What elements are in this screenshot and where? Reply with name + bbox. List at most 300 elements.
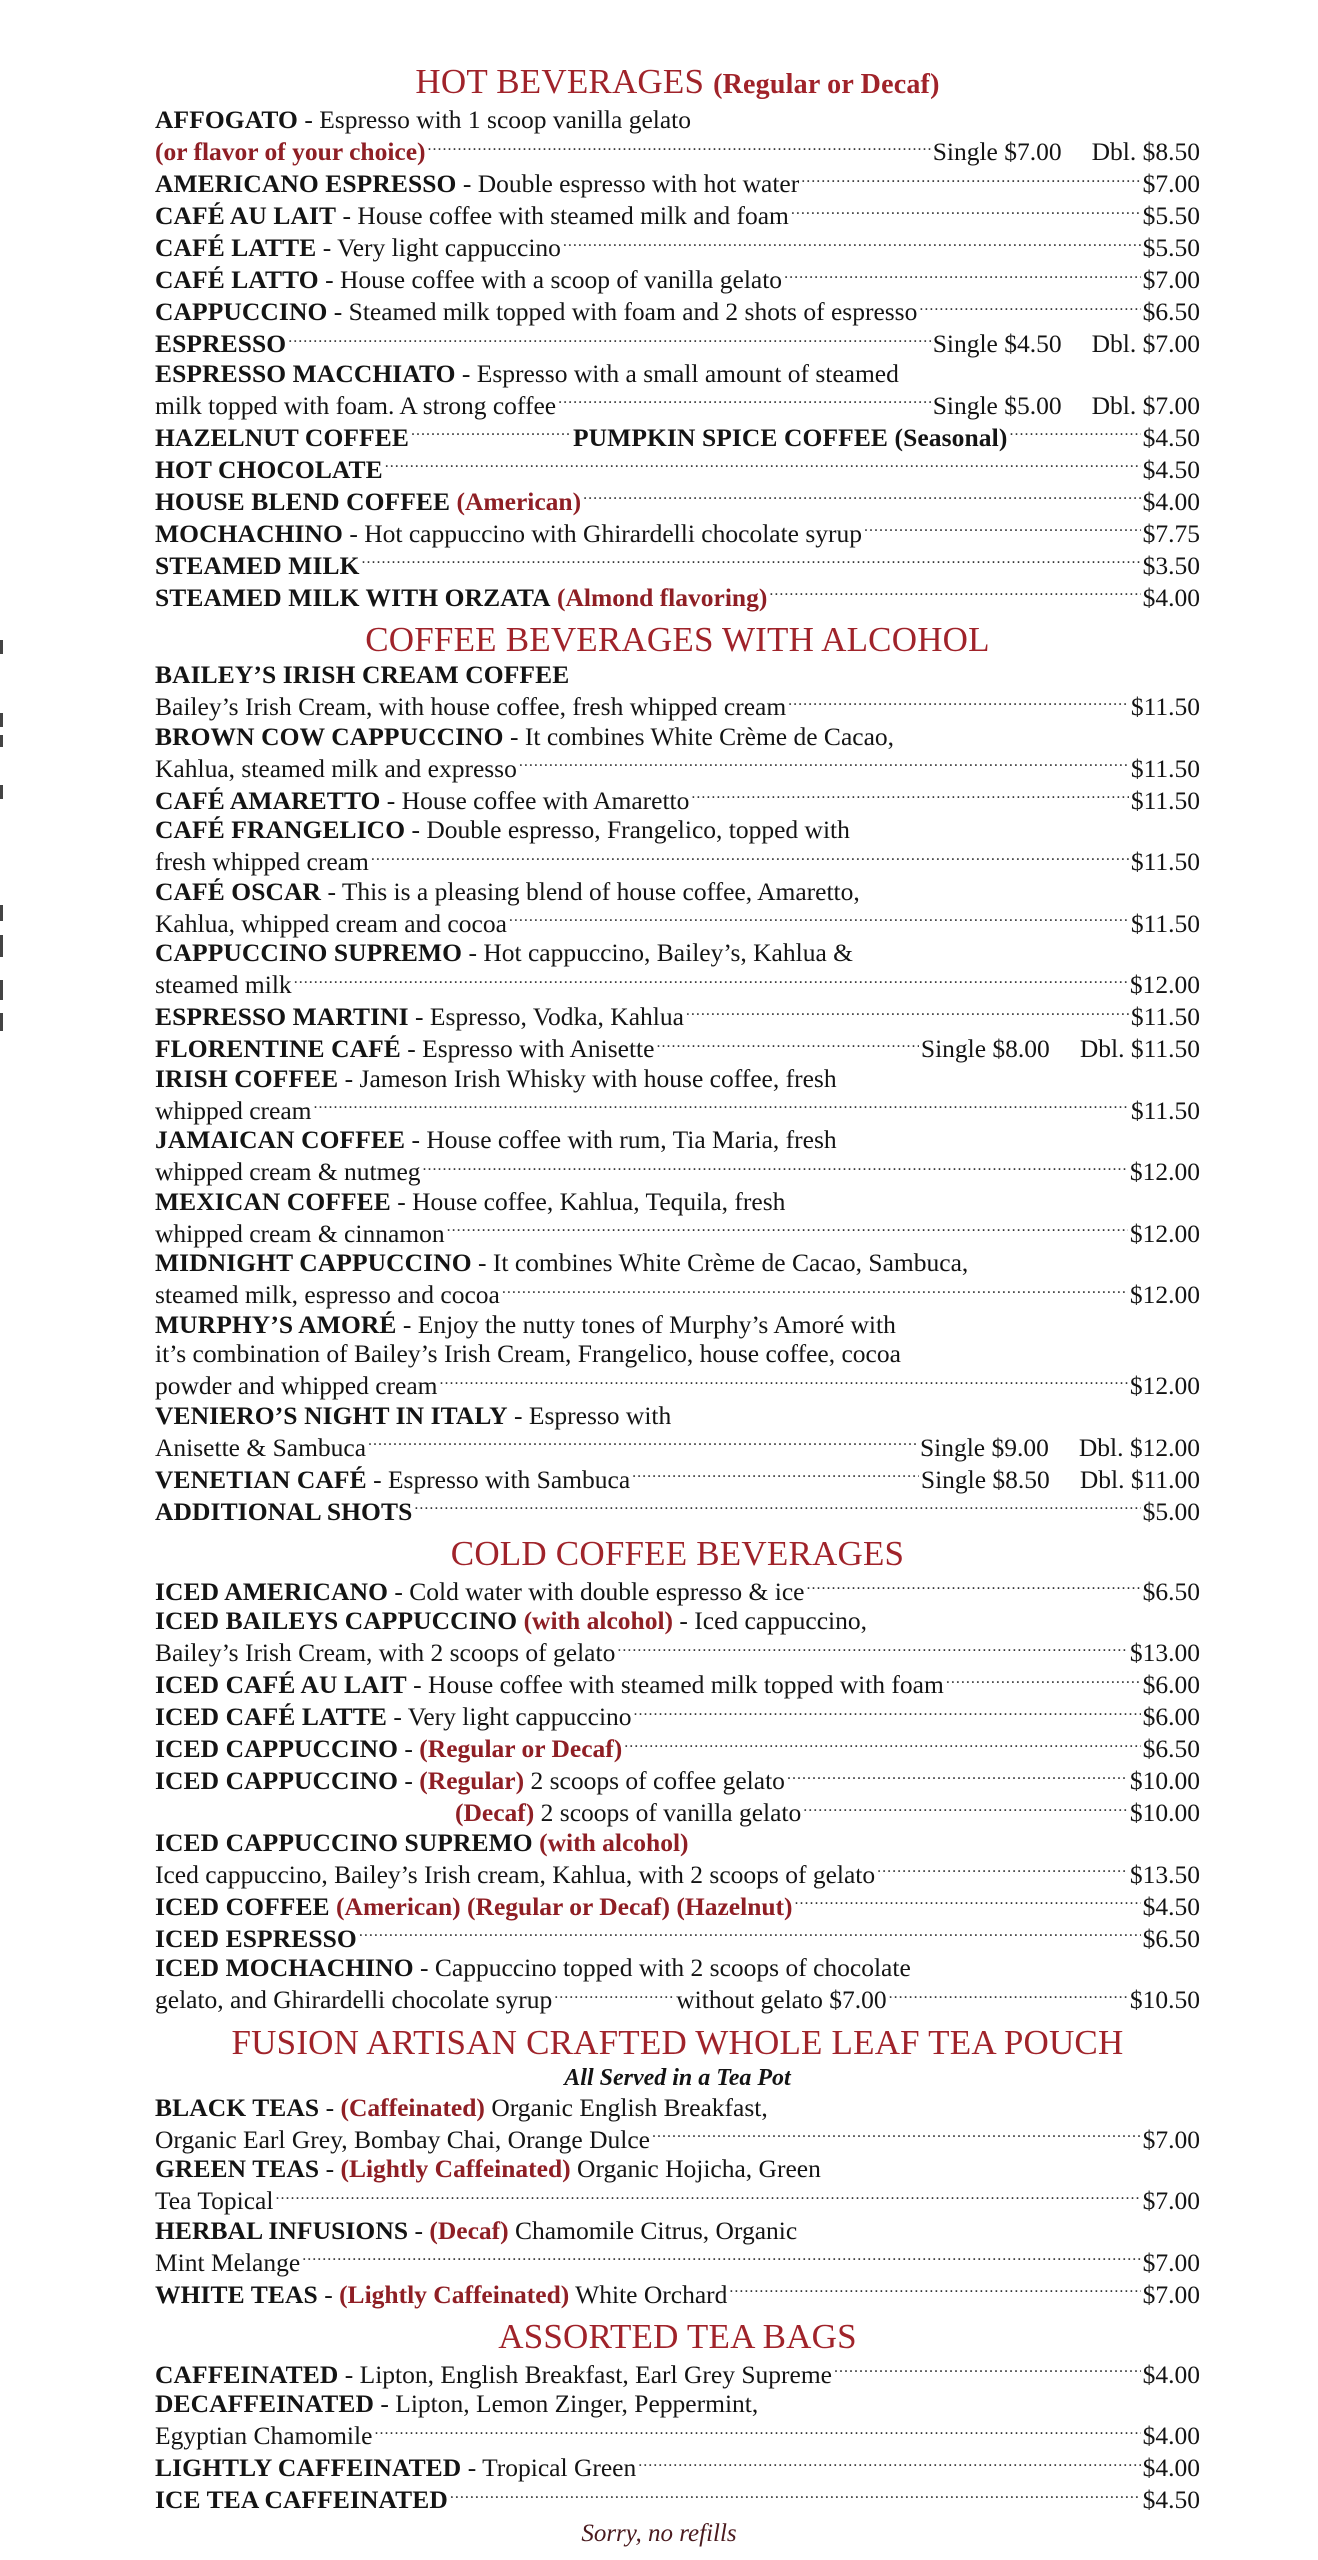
menu-item xyxy=(155,1310,1200,1340)
section-subtitle: All Served in a Tea Pot xyxy=(564,2064,791,2091)
menu-item xyxy=(155,1494,1200,1526)
item-description: Organic Hojicha, Green xyxy=(570,2154,821,2183)
item-price: $10.50 xyxy=(1129,1985,1200,2014)
item-note: (Regular) xyxy=(419,1766,525,1795)
dash: - xyxy=(319,2154,341,2183)
scan-mark xyxy=(0,980,3,1000)
dot-leader xyxy=(877,1857,1128,1883)
item-description: steamed milk xyxy=(155,970,292,999)
menu-item xyxy=(155,783,1200,815)
section-title-text: COLD COFFEE BEVERAGES xyxy=(450,1534,905,1573)
dot-leader xyxy=(791,199,1141,225)
item-price: $11.50 xyxy=(1130,753,1200,783)
scan-mark xyxy=(0,1013,3,1031)
item-description: Kahlua, whipped cream and cocoa xyxy=(155,908,507,938)
item-price: $12.00 xyxy=(1129,1371,1200,1400)
item-note: (Regular or Decaf) xyxy=(419,1734,623,1763)
item-description: whipped cream xyxy=(155,1095,312,1125)
scan-mark xyxy=(0,905,3,921)
menu-item xyxy=(155,2483,1200,2515)
item-price: $11.50 xyxy=(1130,908,1200,938)
dot-leader xyxy=(803,1796,1128,1822)
item-description: - xyxy=(398,1766,420,1795)
item-name: CAFÉ LATTO xyxy=(155,265,319,294)
menu-item-cont xyxy=(155,2245,1200,2277)
menu-item-cont xyxy=(155,135,1200,167)
item-description: White Orchard xyxy=(569,2279,728,2309)
item-description: - Espresso with xyxy=(507,1400,672,1430)
item-price: $4.50 xyxy=(1142,2485,1200,2514)
item-description: - It combines White Crème de Cacao, xyxy=(503,721,895,751)
section-title-text: FUSION ARTISAN CRAFTED WHOLE LEAF TEA POUCH xyxy=(231,2022,1124,2062)
dot-leader xyxy=(558,388,931,414)
item-price: $4.00 xyxy=(1142,2453,1200,2482)
menu-item-cont xyxy=(155,906,1200,938)
item-description: 2 scoops of vanilla gelato xyxy=(534,1798,802,1827)
dot-leader xyxy=(686,1000,1129,1026)
item-note: (Almond flavoring) xyxy=(556,582,768,612)
menu-item-cont xyxy=(155,1983,1200,2015)
item-price: $7.00 xyxy=(1142,2124,1200,2154)
item-name: STEAMED MILK WITH ORZATA xyxy=(155,582,551,612)
item-price: $4.50 xyxy=(1142,422,1200,452)
item-name: HOUSE BLEND COFFEE xyxy=(155,486,451,516)
menu-item xyxy=(155,1125,1200,1155)
dash: - xyxy=(408,2215,430,2245)
item-name: ICED CAPPUCCINO xyxy=(155,1766,399,1795)
item-description: - Double espresso with hot water xyxy=(456,169,800,198)
item-description: - Enjoy the nutty tones of Murphy’s Amoré with xyxy=(396,1309,896,1339)
menu-item xyxy=(155,1796,1200,1828)
item-description: - House coffee with steamed milk and foam xyxy=(336,201,789,230)
menu-item xyxy=(155,2451,1200,2483)
item-price-single: Single $4.50 xyxy=(932,329,1062,358)
dot-leader xyxy=(617,1636,1128,1662)
item-description: - Cappuccino topped with 2 scoops of chocolate xyxy=(413,1953,911,1982)
item-description: steamed milk, espresso and cocoa xyxy=(155,1280,500,1309)
menu-item xyxy=(155,1668,1200,1700)
item-price: $12.00 xyxy=(1129,1218,1200,1248)
menu-item-cont xyxy=(155,1339,1200,1369)
item-name: MURPHY’S AMORÉ xyxy=(155,1309,397,1339)
dot-leader xyxy=(787,1764,1128,1790)
item-price: $10.00 xyxy=(1129,1798,1200,1827)
item-description: - Very light cappuccino xyxy=(316,233,561,262)
dot-leader xyxy=(294,968,1128,994)
item-price: $11.50 xyxy=(1130,692,1200,721)
menu-item xyxy=(155,516,1200,548)
item-description: - House coffee, Kahlua, Tequila, fresh xyxy=(390,1186,786,1216)
item-name: BAILEY’S IRISH CREAM COFFEE xyxy=(155,660,570,689)
item-name: IRISH COFFEE xyxy=(155,1063,339,1093)
menu-item xyxy=(155,2277,1200,2309)
item-description: - Jameson Irish Whisky with house coffee, fresh xyxy=(338,1063,837,1093)
item-price: $5.50 xyxy=(1142,201,1200,230)
menu-item xyxy=(155,1700,1200,1732)
item-name: VENETIAN CAFÉ xyxy=(155,1464,367,1494)
item-name: CAFÉ AU LAIT xyxy=(155,201,337,230)
item-price: $7.00 xyxy=(1142,2279,1200,2309)
item-note: (with alcohol) xyxy=(523,1606,674,1635)
item-description: - Lipton, Lemon Zinger, Peppermint, xyxy=(374,2389,759,2418)
scan-mark xyxy=(0,935,3,957)
item-name: HERBAL INFUSIONS xyxy=(155,2215,409,2245)
item-price-double: Dbl. $12.00 xyxy=(1078,1432,1200,1462)
item-description: it’s combination of Bailey’s Irish Cream, Frangelico, house coffee, cocoa xyxy=(155,1339,901,1368)
item-name: ADDITIONAL SHOTS xyxy=(155,1496,413,1526)
dot-leader xyxy=(423,1155,1128,1181)
item-name: AMERICANO ESPRESSO xyxy=(155,169,457,198)
footer-note: Sorry, no refills xyxy=(581,2520,737,2547)
item-name: ICED AMERICANO xyxy=(155,1576,389,1606)
item-name: ICED ESPRESSO xyxy=(155,1923,357,1953)
item-description: Anisette & Sambuca xyxy=(155,1432,367,1462)
item-price-single: Single $9.00 xyxy=(919,1432,1049,1462)
item-description: - xyxy=(398,1734,420,1763)
scan-mark xyxy=(0,640,3,654)
item-price: $4.00 xyxy=(1142,2421,1200,2450)
dot-leader xyxy=(302,2245,1140,2271)
dot-leader xyxy=(919,295,1140,321)
item-name: ICED COFFEE xyxy=(155,1891,330,1921)
menu-item-cont xyxy=(155,1857,1200,1889)
item-price: $5.50 xyxy=(1142,233,1200,262)
menu-item xyxy=(155,484,1200,516)
menu-item-cont xyxy=(155,690,1200,722)
menu-item xyxy=(155,167,1200,199)
item-price: $6.50 xyxy=(1142,1923,1200,1953)
item-description: Chamomile Citrus, Organic xyxy=(508,2215,798,2245)
item-description: - It combines White Crème de Cacao, Sambuca, xyxy=(471,1248,969,1277)
item-price: $11.50 xyxy=(1130,1002,1200,1031)
item-name: CAPPUCCINO xyxy=(155,297,328,326)
item-note: (American) (Regular or Decaf) (Hazelnut) xyxy=(336,1891,793,1921)
item-description: - House coffee with Amaretto xyxy=(380,785,690,815)
dot-leader xyxy=(632,1462,919,1488)
item-description: - Hot cappuccino with Ghirardelli chocolate syrup xyxy=(343,518,863,548)
item-price: $13.00 xyxy=(1129,1638,1200,1667)
item-price: $6.50 xyxy=(1142,1734,1200,1763)
item-description: - This is a pleasing blend of house coffee, Amaretto, xyxy=(321,876,860,906)
menu-item xyxy=(155,359,1200,389)
item-price-double: Dbl. $11.00 xyxy=(1079,1464,1200,1494)
item-name: MEXICAN COFFEE xyxy=(155,1186,391,1216)
item-price: $6.00 xyxy=(1142,1702,1200,1731)
item-description: 2 scoops of coffee gelato xyxy=(524,1766,785,1795)
item-description: - Double espresso, Frangelico, topped with xyxy=(405,815,850,844)
item-price: $6.00 xyxy=(1142,1670,1200,1699)
dot-leader xyxy=(729,2277,1140,2303)
item-price: $12.00 xyxy=(1129,1157,1200,1186)
item-description: - Lipton, English Breakfast, Earl Grey Supreme xyxy=(338,2359,832,2389)
item-description: Bailey’s Irish Cream, with house coffee, fresh whipped cream xyxy=(155,692,787,721)
item-price-alt: without gelato $7.00 xyxy=(676,1985,887,2014)
menu-item xyxy=(155,722,1200,752)
item-description: Organic Earl Grey, Bombay Chai, Orange Dulce xyxy=(155,2124,650,2154)
item-description: - Very light cappuccino xyxy=(386,1702,632,1731)
dot-leader xyxy=(834,2357,1141,2383)
dot-leader xyxy=(946,1668,1141,1694)
menu-item xyxy=(155,420,1200,452)
item-description: Tea Topical xyxy=(155,2186,274,2215)
scan-mark xyxy=(0,785,3,799)
item-name: HAZELNUT COFFEE xyxy=(155,422,409,452)
menu-item xyxy=(155,1574,1200,1606)
item-name: ESPRESSO MACCHIATO xyxy=(155,358,456,388)
menu-item-cont xyxy=(155,1430,1200,1462)
menu-item-cont xyxy=(155,751,1200,783)
item-price: $12.00 xyxy=(1129,1280,1200,1309)
item-price: $5.00 xyxy=(1142,1496,1200,1526)
item-price: $7.00 xyxy=(1142,265,1200,294)
item-note: (Caffeinated) xyxy=(340,2092,485,2122)
item-description: - Espresso, Vodka, Kahlua xyxy=(408,1002,684,1031)
item-price: $6.50 xyxy=(1142,1576,1200,1606)
item-price: $11.50 xyxy=(1130,1095,1200,1125)
menu-item xyxy=(155,2093,1200,2123)
menu-item xyxy=(155,1032,1200,1064)
dot-leader xyxy=(374,2419,1140,2445)
item-name: AFFOGATO xyxy=(155,105,298,134)
item-name: ESPRESSO xyxy=(155,329,287,358)
item-description: - Steamed milk topped with foam and 2 shots of espresso xyxy=(327,297,918,326)
item-price: $7.00 xyxy=(1142,169,1200,198)
item-name: CAFFEINATED xyxy=(155,2359,339,2389)
item-name: MOCHACHINO xyxy=(155,518,343,548)
menu-item-cont xyxy=(155,1216,1200,1248)
item-price: $6.50 xyxy=(1142,297,1200,326)
item-price: $7.00 xyxy=(1142,2247,1200,2277)
item-note: (with alcohol) xyxy=(539,1827,689,1857)
menu-item xyxy=(155,877,1200,907)
menu-item xyxy=(155,1828,1200,1858)
item-name: CAFÉ OSCAR xyxy=(155,876,322,906)
item-description: Kahlua, steamed milk and expresso xyxy=(155,753,517,783)
dot-leader xyxy=(806,1574,1140,1600)
dot-leader xyxy=(275,2184,1140,2210)
item-description: - Espresso with Anisette xyxy=(400,1034,655,1063)
item-price-double: Dbl. $8.50 xyxy=(1091,137,1200,166)
item-name: ICED CAPPUCCINO SUPREMO xyxy=(155,1827,533,1857)
item-name: BLACK TEAS xyxy=(155,2092,320,2122)
item-name: DECAFFEINATED xyxy=(155,2389,375,2418)
menu-item xyxy=(155,231,1200,263)
item-description: - Iced cappuccino, xyxy=(673,1606,867,1635)
item-price: $4.50 xyxy=(1142,1891,1200,1921)
menu-item xyxy=(155,1000,1200,1032)
dot-leader xyxy=(414,1494,1140,1520)
item-name: ICED CAPPUCCINO xyxy=(155,1734,399,1763)
dash: - xyxy=(319,2092,341,2122)
menu-item xyxy=(155,327,1200,359)
section-title-text: HOT BEVERAGES xyxy=(415,62,705,101)
menu-item xyxy=(155,1187,1200,1217)
dot-leader xyxy=(889,1983,1128,2009)
item-price-double: Dbl. $7.00 xyxy=(1091,390,1200,420)
dot-leader xyxy=(450,2483,1141,2509)
item-price: $11.50 xyxy=(1130,847,1200,876)
dot-leader xyxy=(428,135,931,161)
item-note: (or flavor of your choice) xyxy=(155,137,426,166)
menu-item-cont xyxy=(155,388,1200,420)
item-note: (Decaf) xyxy=(455,1798,535,1827)
item-description: - Espresso with a small amount of steamed xyxy=(455,358,899,388)
dot-leader xyxy=(447,1216,1128,1242)
item-description: milk topped with foam. A strong coffee xyxy=(155,390,557,420)
dot-leader xyxy=(362,548,1141,574)
item-name: JAMAICAN COFFEE xyxy=(155,1125,406,1154)
item-name: ICED CAFÉ LATTE xyxy=(155,1702,387,1731)
dot-leader xyxy=(368,1430,918,1456)
menu-item xyxy=(155,1732,1200,1764)
menu-item-cont xyxy=(155,2122,1200,2154)
item-description: Mint Melange xyxy=(155,2247,301,2277)
menu-item xyxy=(155,1462,1200,1494)
item-description: - House coffee with rum, Tia Maria, fresh xyxy=(405,1125,837,1154)
menu-item xyxy=(155,199,1200,231)
menu-item xyxy=(155,580,1200,612)
menu-item xyxy=(155,1889,1200,1921)
dot-leader xyxy=(509,906,1129,932)
item-price: $4.00 xyxy=(1142,2359,1200,2389)
menu-item xyxy=(155,452,1200,484)
item-name: PUMPKIN SPICE COFFEE (Seasonal) xyxy=(572,422,1008,452)
item-description: - Espresso with 1 scoop vanilla gelato xyxy=(297,105,691,134)
item-note: (Lightly Caffeinated) xyxy=(339,2279,570,2309)
menu-item-cont xyxy=(155,1278,1200,1310)
dot-leader xyxy=(359,1921,1141,1947)
menu-item xyxy=(155,938,1200,968)
item-description: whipped cream & cinnamon xyxy=(155,1218,445,1248)
item-description: powder and whipped cream xyxy=(155,1371,438,1400)
dot-leader xyxy=(795,1889,1141,1915)
item-price-single: Single $7.00 xyxy=(932,137,1062,166)
menu-item xyxy=(155,815,1200,845)
item-description: whipped cream & nutmeg xyxy=(155,1157,421,1186)
dot-leader xyxy=(371,845,1129,871)
section-title-text: COFFEE BEVERAGES WITH ALCOHOL xyxy=(365,620,990,659)
dot-leader xyxy=(634,1700,1141,1726)
menu-item xyxy=(155,548,1200,580)
item-price-single: Single $8.50 xyxy=(920,1464,1050,1494)
dot-leader xyxy=(864,516,1141,542)
item-name: LIGHTLY CAFFEINATED xyxy=(155,2453,462,2482)
item-price: $7.75 xyxy=(1142,518,1200,548)
menu-item xyxy=(155,1248,1200,1278)
item-description: Iced cappuccino, Bailey’s Irish cream, Kahlua, with 2 scoops of gelato xyxy=(155,1859,876,1889)
section-title-hot-beverages xyxy=(155,62,1200,105)
item-price: $11.50 xyxy=(1130,785,1200,815)
menu-item xyxy=(155,2389,1200,2419)
item-description: Bailey’s Irish Cream, with 2 scoops of gelato xyxy=(155,1638,616,1667)
item-name: BROWN COW CAPPUCCINO xyxy=(155,721,504,751)
menu-item xyxy=(155,1921,1200,1953)
item-note: (Decaf) xyxy=(429,2215,509,2245)
section-title-text: ASSORTED TEA BAGS xyxy=(498,2317,857,2356)
menu-item-cont xyxy=(155,1636,1200,1668)
menu-item xyxy=(155,105,1200,135)
item-name: ICED CAFÉ AU LAIT xyxy=(155,1670,407,1699)
item-description: - Hot cappuccino, Bailey’s, Kahlua & xyxy=(462,938,853,967)
dot-leader xyxy=(502,1278,1128,1304)
item-name: FLORENTINE CAFÉ xyxy=(155,1034,401,1063)
menu-item xyxy=(155,1764,1200,1796)
menu-item xyxy=(155,2216,1200,2246)
section-title-cold-coffee xyxy=(155,1534,1200,1574)
item-name: WHITE TEAS xyxy=(155,2279,318,2309)
menu-item xyxy=(155,1401,1200,1431)
dot-leader xyxy=(411,420,571,446)
menu-item xyxy=(155,2357,1200,2389)
dot-leader xyxy=(519,751,1129,777)
dot-leader xyxy=(638,2451,1140,2477)
item-name: CAFÉ AMARETTO xyxy=(155,785,381,815)
menu-item-cont xyxy=(155,2419,1200,2451)
menu-item-cont xyxy=(155,1369,1200,1401)
menu-item-cont xyxy=(155,2184,1200,2216)
dot-leader xyxy=(554,1983,674,2009)
item-name: ESPRESSO MARTINI xyxy=(155,1002,409,1031)
item-description: gelato, and Ghirardelli chocolate syrup xyxy=(155,1985,553,2014)
item-price-single: Single $5.00 xyxy=(932,390,1062,420)
item-price: $13.50 xyxy=(1129,1859,1200,1889)
item-price: $4.00 xyxy=(1142,486,1200,516)
scan-mark xyxy=(0,713,3,727)
item-note: (American) xyxy=(456,486,582,516)
item-name: CAPPUCCINO SUPREMO xyxy=(155,938,463,967)
item-name: ICE TEA CAFFEINATED xyxy=(155,2485,448,2514)
item-description: - House coffee with steamed milk topped with foam xyxy=(406,1670,944,1699)
item-name: MIDNIGHT CAPPUCCINO xyxy=(155,1248,472,1277)
item-name: GREEN TEAS xyxy=(155,2154,320,2183)
menu-item xyxy=(155,1953,1200,1983)
item-name: CAFÉ FRANGELICO xyxy=(155,815,406,844)
item-price: $3.50 xyxy=(1142,550,1200,580)
item-price: $12.00 xyxy=(1129,970,1200,999)
item-name: VENIERO’S NIGHT IN ITALY xyxy=(155,1400,508,1430)
section-title-tea-pouch xyxy=(155,2023,1200,2063)
section-title-note: (Regular or Decaf) xyxy=(713,69,940,100)
dot-leader xyxy=(385,452,1141,478)
item-description: - Tropical Green xyxy=(461,2453,637,2482)
dot-leader xyxy=(1009,420,1140,446)
scan-mark xyxy=(0,735,3,747)
menu-item xyxy=(155,295,1200,327)
dash: - xyxy=(317,2279,340,2309)
dot-leader xyxy=(624,1732,1140,1758)
dot-leader xyxy=(788,690,1129,716)
dot-leader xyxy=(801,167,1140,193)
item-name: ICED MOCHACHINO xyxy=(155,1953,414,1982)
item-description: fresh whipped cream xyxy=(155,847,369,876)
menu-item xyxy=(155,1606,1200,1636)
item-price: $4.00 xyxy=(1142,582,1200,612)
menu-item-cont xyxy=(155,1155,1200,1187)
menu-item xyxy=(155,1064,1200,1094)
dot-leader xyxy=(583,484,1141,510)
item-description: Organic English Breakfast, xyxy=(484,2092,768,2122)
item-description: Egyptian Chamomile xyxy=(155,2421,373,2450)
dot-leader xyxy=(656,1032,918,1058)
item-name: STEAMED MILK xyxy=(155,550,360,580)
menu-item xyxy=(155,2154,1200,2184)
menu-item-cont xyxy=(155,1093,1200,1125)
dot-leader xyxy=(784,263,1141,289)
dot-leader xyxy=(691,783,1128,809)
item-description: - House coffee with a scoop of vanilla gelato xyxy=(318,265,783,294)
item-price-single: Single $8.00 xyxy=(920,1034,1050,1063)
item-name: ICED BAILEYS CAPPUCCINO xyxy=(155,1606,518,1635)
